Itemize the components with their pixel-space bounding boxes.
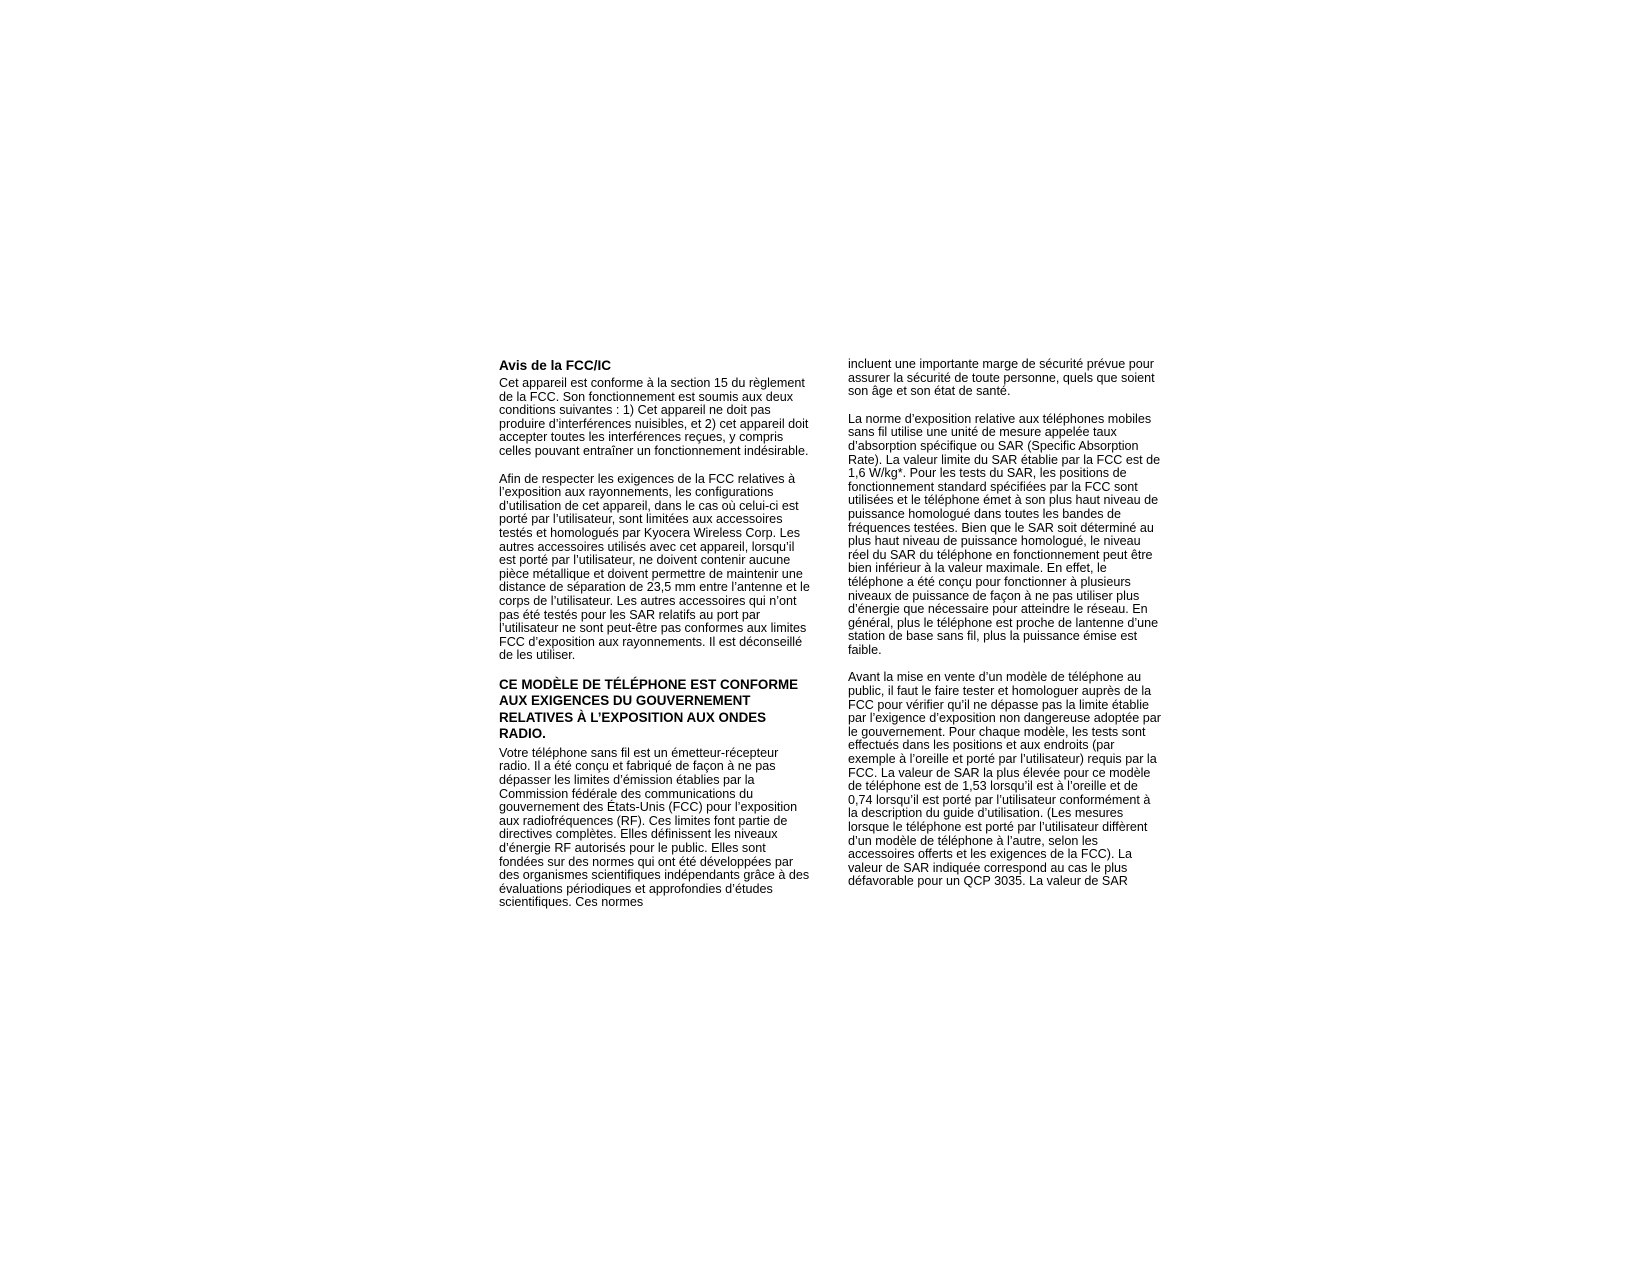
safety-margin-paragraph: incluent une importante marge de sécurité prévue pour assurer la sécurité de toute personne, quels que soient son âge et son état de santé. [848, 357, 1155, 399]
compliance-paragraph: Cet appareil est conforme à la section 15 du règlement de la FCC. Son fonctionnement est soumis aux deux conditions suivantes : 1) Cet appareil ne doit pas produire d’interférences nuisibles, et 2) cet appareil doit accepter toutes les interférences reçues, y compris celles pouvant entraîner un fonctionnement indésirable. [499, 376, 809, 458]
left-column [499, 358, 813, 910]
radio-wave-exposure-heading: CE MODÈLE DE TÉLÉPHONE EST CONFORME AUX EXIGENCES DU GOUVERNEMENT RELATIVES À L’EXPOSITION AUX ONDES RADIO. [499, 676, 799, 742]
exposure-requirements-paragraph: Afin de respecter les exigences de la FCC relatives à l’exposition aux rayonnements, les configurations d’utilisation de cet appareil, dans le cas où celui-ci est porté par l’utilisateur, sont limitées aux accessoires testés et homologués par Kyocera Wireless Corp. Les autres accessoires utilisés avec cet appareil, lorsqu’il est porté par l’utilisateur, ne doivent contenir aucune pièce métallique et doivent permettre de maintenir une distance de séparation de 23,5 mm entre l’antenne et le corps de l’utilisateur. Les autres accessoires qui n’ont pas été testés pour les SAR relatifs au port par l’utilisateur ne sont peut-être pas conformes aux limites FCC d’exposition aux rayonnements. Il est déconseillé de les utiliser. [499, 471, 810, 663]
sar-testing-paragraph: Avant la mise en vente d’un modèle de téléphone au public, il faut le faire tester et homologuer auprès de la FCC pour vérifier qu’il ne dépasse pas la limite établie par l’exigence d’exposition non dangereuse adoptée par le gouvernement. Pour chaque modèle, les tests sont effectués dans les positions et aux endroits (par exemple à l’oreille et porté par l’utilisateur) requis par la FCC. La valeur de SAR la plus élevée pour ce modèle de téléphone est de 1,53 lorsqu’il est à l’oreille et de 0,74 lorsqu’il est porté par l’utilisateur conformément à la description du guide d’utilisation. (Les mesures lorsque le téléphone est porté par l’utilisateur diffèrent d’un modèle de téléphone à l’autre, selon les accessoires offerts et les exigences de la FCC). La valeur de SAR indiquée correspond au cas le plus défavorable pour un QCP 3035. La valeur de SAR [848, 670, 1161, 889]
right-column [848, 358, 1162, 889]
sar-standard-paragraph: La norme d’exposition relative aux téléphones mobiles sans fil utilise une unité de mesure appelée taux d’absorption spécifique ou SAR (Specific Absorption Rate). La valeur limite du SAR établie par la FCC est de 1,6 W/kg*. Pour les tests du SAR, les positions de fonctionnement standard spécifiées par la FCC sont utilisées et le téléphone émet à son plus haut niveau de puissance homologué dans toutes les bandes de fréquences testées. Bien que le SAR soit déterminé au plus haut niveau de puissance homologué, le niveau réel du SAR du téléphone en fonctionnement peut être bien inférieur à la valeur maximale. En effet, le téléphone a été conçu pour fonctionner à plusieurs niveaux de puissance de façon à ne pas utiliser plus d’énergie que nécessaire pour atteindre le réseau. En général, plus le téléphone est proche de lantenne d’une station de base sans fil, plus la puissance émise est faible. [848, 411, 1161, 657]
section-title-fcc-ic: Avis de la FCC/IC [499, 358, 612, 373]
transmitter-paragraph: Votre téléphone sans fil est un émetteur-récepteur radio. Il a été conçu et fabriqué de façon à ne pas dépasser les limites d’émission établies par la Commission fédérale des communications du gouvernement des États-Unis (FCC) pour l’exposition aux radiofréquences (RF). Ces limites font partie de directives complètes. Elles définissent les niveaux d’énergie RF autorisés pour le public. Elles sont fondées sur des normes qui ont été développées par des organismes scientifiques indépendants grâce à des évaluations périodiques et approfondies d’études scientifiques. Ces normes [499, 745, 810, 910]
